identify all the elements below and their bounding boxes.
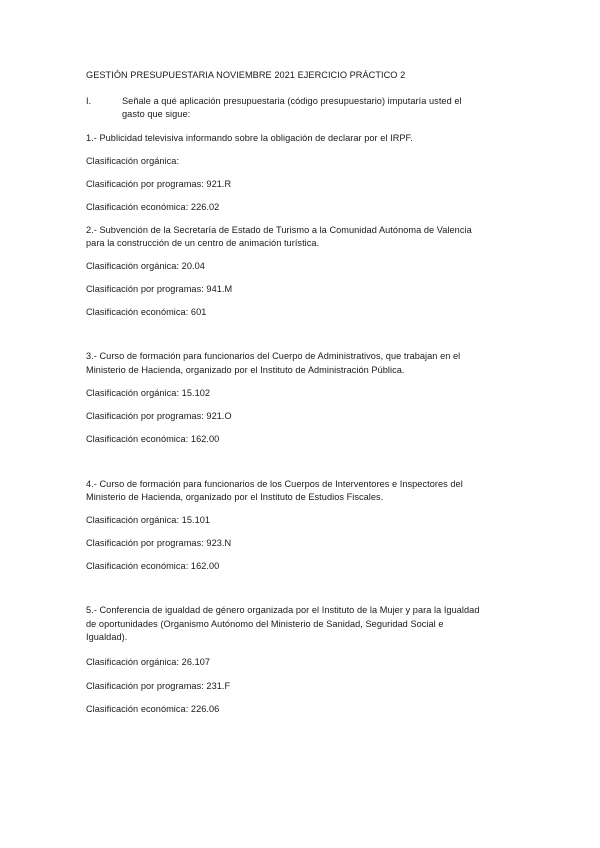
item-4-economica: Clasificación económica: 162.00 [86, 561, 220, 571]
item-4-description-line-2: Ministerio de Hacienda, organizado por el Instituto de Estudios Fiscales. [86, 492, 384, 502]
item-5-economica: Clasificación económica: 226.06 [86, 704, 220, 714]
item-2-economica: Clasificación económica: 601 [86, 307, 207, 317]
item-3-description-line-2: Ministerio de Hacienda, organizado por el Instituto de Administración Pública. [86, 365, 405, 375]
item-3-organica: Clasificación orgánica: 15.102 [86, 388, 211, 398]
item-5-description-line-1: 5.- Conferencia de igualdad de género organizada por el Instituto de la Mujer y para la Igualdad [86, 605, 480, 615]
item-3-description-line-1: 3.- Curso de formación para funcionarios del Cuerpo de Administrativos, que trabajan en el [86, 351, 461, 361]
instruction-number: I. [86, 96, 92, 106]
item-4-description-line-1: 4.- Curso de formación para funcionarios de los Cuerpos de Interventores e Inspectores del [86, 479, 463, 489]
document-title: GESTIÓN PRESUPUESTARIA NOVIEMBRE 2021 EJERCICIO PRÁCTICO 2 [86, 70, 406, 80]
item-1-programas: Clasificación por programas: 921.R [86, 179, 232, 189]
item-4-organica: Clasificación orgánica: 15.101 [86, 515, 211, 525]
item-1-organica: Clasificación orgánica: [86, 156, 180, 166]
item-3-programas: Clasificación por programas: 921.O [86, 411, 232, 421]
item-5-description-line-3: Igualdad). [86, 632, 128, 642]
item-5-programas: Clasificación por programas: 231.F [86, 681, 231, 691]
item-2-description-line-2: para la construcción de un centro de animación turística. [86, 238, 320, 248]
item-4-programas: Clasificación por programas: 923.N [86, 538, 232, 548]
item-1-economica: Clasificación económica: 226.02 [86, 202, 220, 212]
item-2-programas: Clasificación por programas: 941.M [86, 284, 233, 294]
item-5-organica: Clasificación orgánica: 26.107 [86, 657, 211, 667]
item-2-organica: Clasificación orgánica: 20.04 [86, 261, 205, 271]
instruction-line-1: Señale a qué aplicación presupuestaria (código presupuestario) imputaría usted el [122, 96, 462, 106]
instruction-line-2: gasto que sigue: [122, 109, 191, 119]
item-1-description: 1.- Publicidad televisiva informando sobre la obligación de declarar por el IRPF. [86, 133, 413, 143]
item-5-description-line-2: de oportunidades (Organismo Autónomo del Ministerio de Sanidad, Seguridad Social e [86, 619, 444, 629]
item-2-description-line-1: 2.- Subvención de la Secretaría de Estado de Turismo a la Comunidad Autónoma de Valencia [86, 225, 472, 235]
item-3-economica: Clasificación económica: 162.00 [86, 434, 220, 444]
